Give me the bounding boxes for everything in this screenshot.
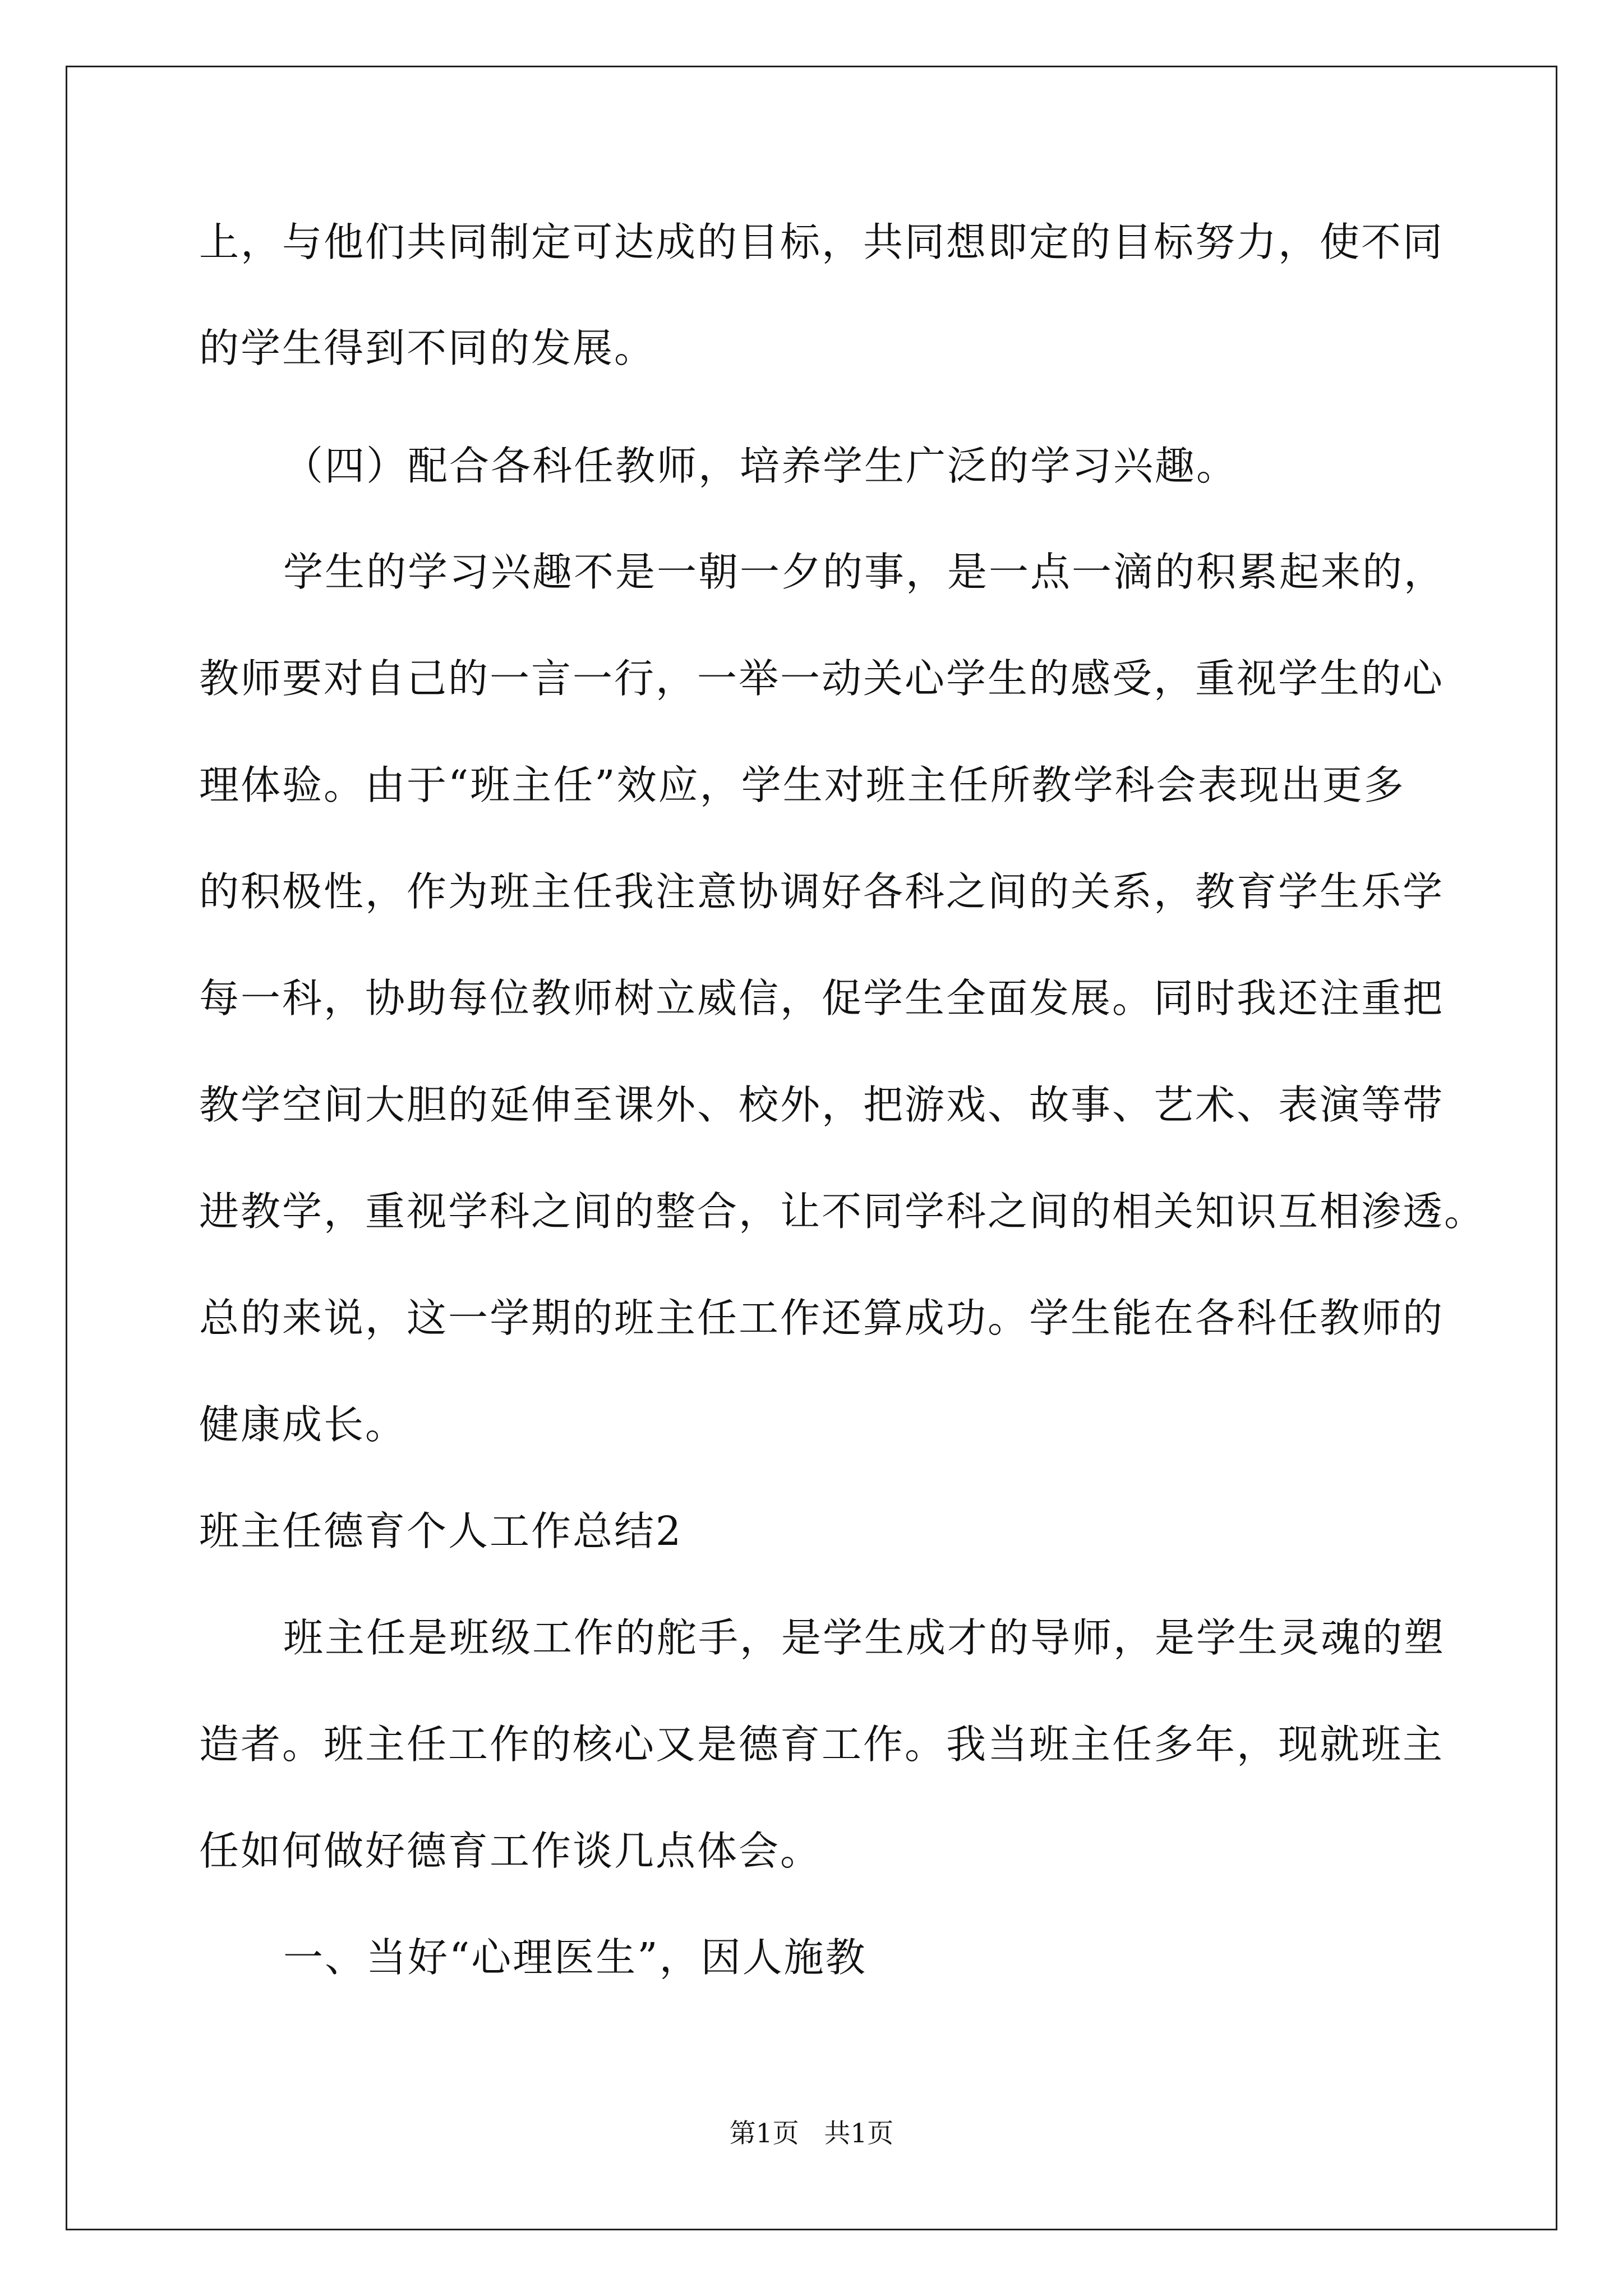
body-text-line: 进教学，重视学科之间的整合，让不同学科之间的相关知识互相渗透。 xyxy=(199,1188,1486,1235)
body-text-line: 造者。班主任工作的核心又是德育工作。我当班主任多年，现就班主 xyxy=(199,1721,1445,1768)
page-number-footer: 第1页 共1页 xyxy=(729,2118,894,2149)
section-heading: （四）配合各科任教师，培养学生广泛的学习兴趣。 xyxy=(283,443,1238,489)
body-text-line: 每一科，协助每位教师树立威信，促学生全面发展。同时我还注重把 xyxy=(199,975,1445,1022)
body-text-line: 的学生得到不同的发展。 xyxy=(199,325,656,371)
body-text-line: 健康成长。 xyxy=(199,1401,407,1448)
body-text-line: 学生的学习兴趣不是一朝一夕的事，是一点一滴的积累起来的， xyxy=(283,549,1446,595)
document-title: 班主任德育个人工作总结2 xyxy=(199,1508,683,1554)
body-text-line: 理体验。由于“班主任”效应，学生对班主任所教学科会表现出更多 xyxy=(199,762,1405,808)
body-text-line: 上，与他们共同制定可达成的目标，共同想即定的目标努力，使不同 xyxy=(199,219,1445,265)
section-heading: 一、当好“心理医生”，因人施教 xyxy=(283,1934,867,1981)
body-text-line: 的积极性，作为班主任我注意协调好各科之间的关系，教育学生乐学 xyxy=(199,868,1445,915)
body-text-line: 教学空间大胆的延伸至课外、校外，把游戏、故事、艺术、表演等带 xyxy=(199,1082,1445,1128)
body-text-line: 班主任是班级工作的舵手，是学生成才的导师，是学生灵魂的塑 xyxy=(283,1614,1446,1661)
body-text-line: 总的来说，这一学期的班主任工作还算成功。学生能在各科任教师的 xyxy=(199,1295,1445,1341)
body-text-line: 任如何做好德育工作谈几点体会。 xyxy=(199,1828,822,1874)
body-text-line: 教师要对自己的一言一行，一举一动关心学生的感受，重视学生的心 xyxy=(199,655,1445,702)
page-frame xyxy=(66,66,1557,2230)
